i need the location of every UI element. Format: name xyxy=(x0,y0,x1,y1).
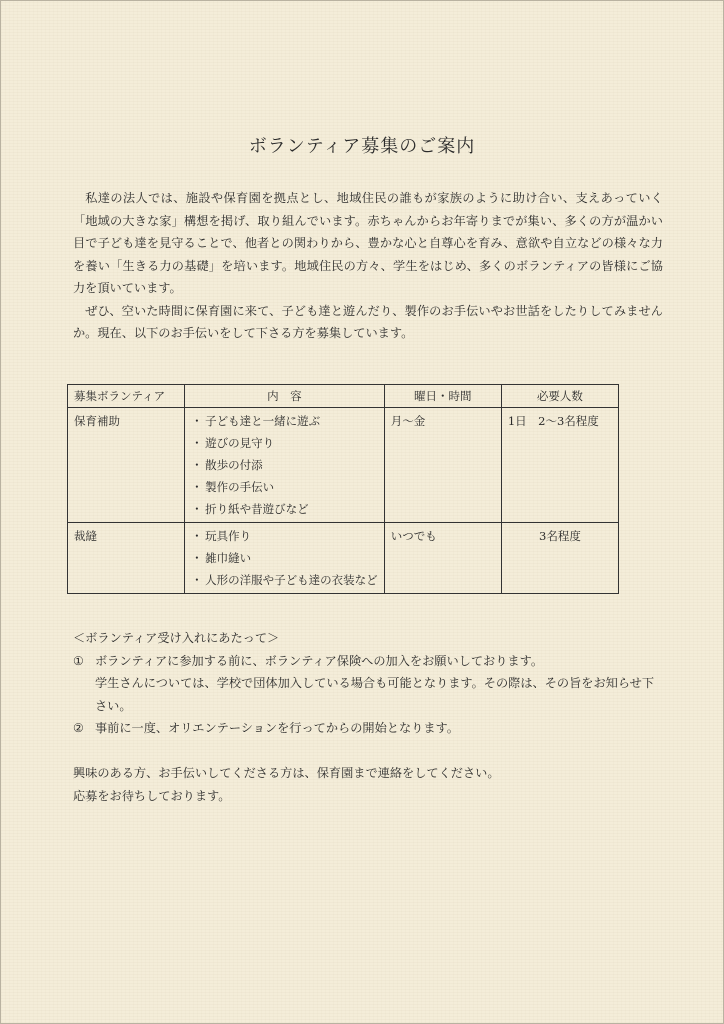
bullet-mark: ・ xyxy=(191,551,203,565)
note-item-1-sub: 学生さんについては、学校で団体加入している場合も可能となります。その際は、その旨をお知らせ下さい。 xyxy=(95,676,655,713)
row-category: 裁縫 xyxy=(68,523,185,594)
bullet-mark: ・ xyxy=(191,480,203,494)
notes-section xyxy=(73,627,663,740)
row-days: いつでも xyxy=(384,523,501,594)
note-number: ① xyxy=(73,653,84,668)
intro-section xyxy=(73,187,663,345)
list-item: ・ 人形の洋服や子ども達の衣装など xyxy=(191,569,378,591)
header-people: 必要人数 xyxy=(501,385,618,408)
bullet-mark: ・ xyxy=(191,436,203,450)
page-title: ボランティア募集のご案内 xyxy=(248,136,476,157)
content-list xyxy=(191,410,378,520)
bullet-mark: ・ xyxy=(191,502,203,516)
bullet-mark: ・ xyxy=(191,458,203,472)
table-row xyxy=(68,523,619,594)
note-item-2 xyxy=(73,717,663,740)
content-list xyxy=(191,525,378,591)
closing-section xyxy=(73,762,663,807)
bullet-mark: ・ xyxy=(191,529,203,543)
note-text: ボランティアに参加する前に、ボランティア保険への加入をお願いしております。 xyxy=(95,653,544,668)
row-people: 3名程度 xyxy=(501,523,618,594)
row-category: 保育補助 xyxy=(68,408,185,523)
bullet-mark: ・ xyxy=(191,414,203,428)
table-row xyxy=(68,408,619,523)
list-item: ・ 折り紙や昔遊びなど xyxy=(191,498,378,520)
list-item: ・ 製作の手伝い xyxy=(191,476,378,498)
note-number: ② xyxy=(73,721,84,735)
row-content xyxy=(185,408,385,523)
table-header-row xyxy=(68,385,619,408)
intro-paragraph-2: ぜひ、空いた時間に保育園に来て、子ども達と遊んだり、製作のお手伝いやお世話をしたりしてみませんか。現在、以下のお手伝いをして下さる方を募集しています。 xyxy=(73,303,663,340)
note-text: 事前に一度、オリエンテーションを行ってからの開始となります。 xyxy=(95,721,459,735)
row-content xyxy=(185,523,385,594)
row-people: 1日 2～3名程度 xyxy=(501,408,618,523)
list-item: ・ 散歩の付添 xyxy=(191,454,378,476)
closing-line-2: 応募をお待ちしております。 xyxy=(73,788,231,803)
header-category: 募集ボランティア xyxy=(68,385,185,408)
bullet-mark: ・ xyxy=(191,573,203,587)
note-item-1 xyxy=(73,650,663,673)
header-content: 内 容 xyxy=(185,385,385,408)
list-item: ・ 子ども達と一緒に遊ぶ xyxy=(191,410,378,432)
closing-line-1: 興味のある方、お手伝いしてくださる方は、保育園まで連絡をしてください。 xyxy=(73,766,500,780)
list-item: ・ 雑巾縫い xyxy=(191,547,378,569)
list-item: ・ 遊びの見守り xyxy=(191,432,378,454)
volunteer-table xyxy=(67,384,619,594)
list-item: ・ 玩具作り xyxy=(191,525,378,547)
header-days: 曜日・時間 xyxy=(384,385,501,408)
intro-paragraph-1: 私達の法人では、施設や保育園を拠点とし、地域住民の誰もが家族のように助け合い、支えあっていく「地域の大きな家」構想を掲げ、取り組んでいます。赤ちゃんからお年寄りまでが集い、多くの方が温かい目で子ども達を見守ることで、他者との関わりから、豊かな心と自尊心を育み、意欲や自立などの様々な力を養い「生きる力の基礎」を培います。地域住民の方々、学生をはじめ、多くのボランティアの皆様にご協力を頂いています。 xyxy=(73,191,663,295)
notes-heading: ＜ボランティア受け入れにあたって＞ xyxy=(73,631,280,645)
row-days: 月～金 xyxy=(384,408,501,523)
